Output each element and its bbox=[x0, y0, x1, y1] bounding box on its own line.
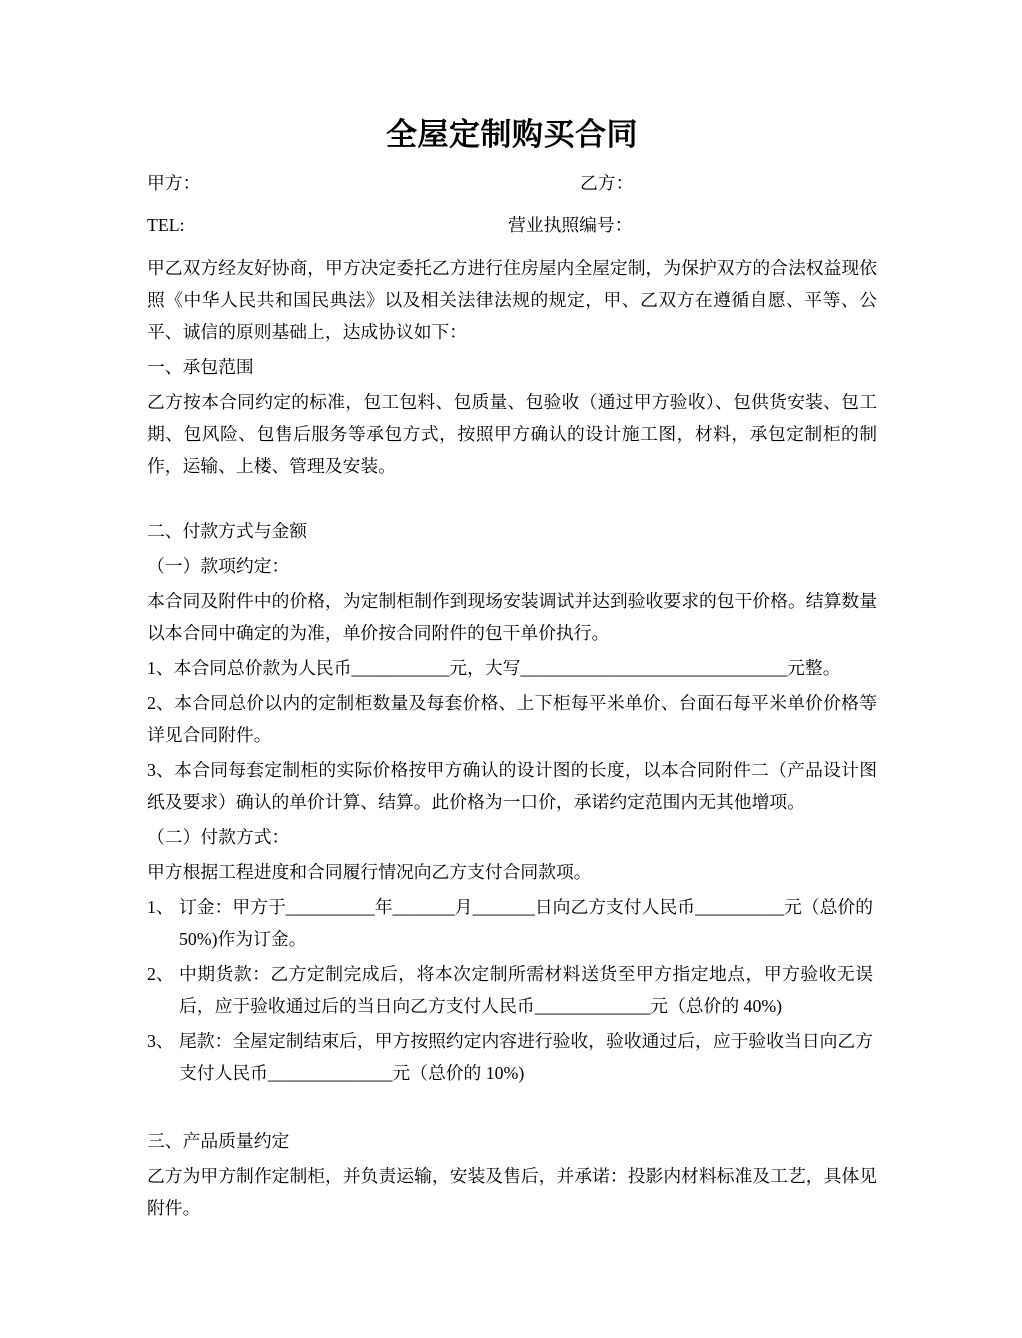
doc-title: 全屋定制购买合同 bbox=[386, 117, 638, 152]
payment-item-final bbox=[147, 1025, 877, 1089]
parties-row bbox=[147, 172, 877, 194]
price-item-3: 3、本合同每套定制柜的实际价格按甲方确认的设计图的长度，以本合同附件二（产品设计图纸及要求）确认的单价计算、结算。此价格为一口价，承诺约定范围内无其他增项。 bbox=[147, 760, 877, 812]
payment-method-intro: 甲方根据工程进度和合同履行情况向乙方支付合同款项。 bbox=[147, 862, 592, 882]
payment-item-interim-text: 中期货款：乙方定制完成后，将本次定制所需材料送货至甲方指定地点，甲方验收无误后，应于验收通过后的当日向乙方支付人民币_____________元（总价的 40%) bbox=[179, 964, 873, 1016]
payment-item-deposit-text: 订金：甲方于__________年_______月_______日向乙方支付人民币__________元（总价的 50%)作为订金。 bbox=[179, 897, 873, 949]
party-b-label: 乙方： bbox=[580, 173, 634, 193]
section-2-heading: 二、付款方式与金额 bbox=[147, 521, 308, 541]
price-terms-intro: 本合同及附件中的价格，为定制柜制作到现场安装调试并达到验收要求的包干价格。结算数量以本合同中确定的为准，单价按合同附件的包干单价执行。 bbox=[147, 591, 877, 643]
price-item-1: 1、本合同总价款为人民币___________元，大写______________________________元整。 bbox=[147, 658, 841, 678]
preamble-paragraph: 甲乙双方经友好协商，甲方决定委托乙方进行住房屋内全屋定制，为保护双方的合法权益现依照《中华人民共和国民典法》以及相关法律法规的规定，甲、乙双方在遵循自愿、平等、公平、诚信的原则基础上，达成协议如下： bbox=[147, 258, 877, 342]
payment-item-final-text: 尾款：全屋定制结束后，甲方按照约定内容进行验收，验收通过后，应于验收当日向乙方支付人民币______________元（总价的 10%) bbox=[179, 1031, 873, 1083]
payment-item-interim-marker: 2、 bbox=[147, 964, 174, 984]
payment-item-final-marker: 3、 bbox=[147, 1031, 174, 1051]
contract-content bbox=[147, 112, 877, 1227]
section-1-body: 乙方按本合同约定的标准，包工包料、包质量、包验收（通过甲方验收）、包供货安装、包工期、包风险、包售后服务等承包方式，按照甲方确认的设计施工图，材料，承包定制柜的制作，运输、上楼、管理及安装。 bbox=[147, 392, 877, 476]
tel-label: TEL: bbox=[147, 215, 185, 235]
party-a-label: 甲方： bbox=[147, 173, 201, 193]
payment-item-interim bbox=[147, 958, 877, 1022]
license-number-label: 营业执照编号： bbox=[508, 215, 633, 235]
section-3-body: 乙方为甲方制作定制柜，并负责运输，安装及售后，并承诺：投影内材料标准及工艺，具体见附件。 bbox=[147, 1166, 877, 1218]
contact-row bbox=[147, 214, 877, 236]
price-item-2: 2、本合同总价以内的定制柜数量及每套价格、上下柜每平米单价、台面石每平米单价价格等详见合同附件。 bbox=[147, 693, 877, 745]
section-1-heading: 一、承包范围 bbox=[147, 357, 254, 377]
section-2-sub-1-heading: （一）款项约定： bbox=[147, 556, 290, 576]
payment-item-deposit bbox=[147, 891, 877, 955]
payment-item-deposit-marker: 1、 bbox=[147, 897, 174, 917]
section-2-sub-2-heading: （二）付款方式： bbox=[147, 827, 290, 847]
section-3-heading: 三、产品质量约定 bbox=[147, 1131, 290, 1151]
